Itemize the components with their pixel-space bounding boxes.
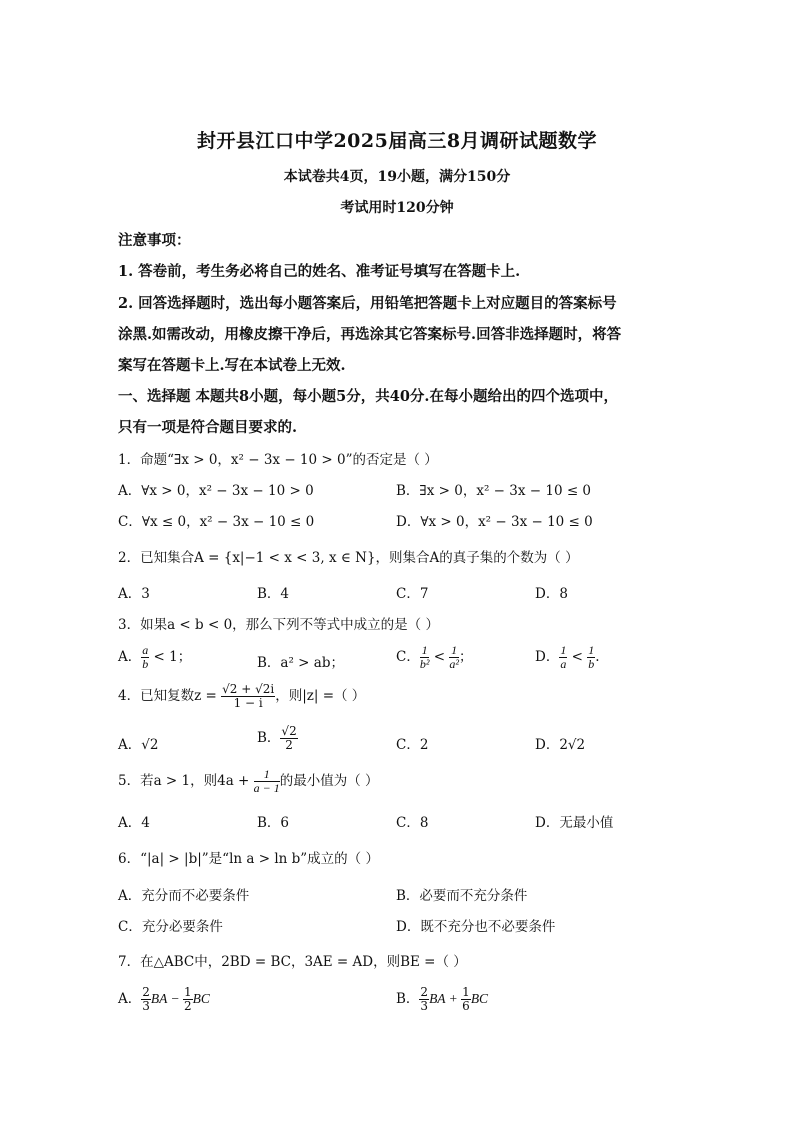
option-text: < (567, 649, 588, 665)
fraction-numerator: √2 + √2i (222, 682, 275, 696)
fraction-numerator: 1 (184, 985, 192, 999)
fraction-numerator: 1 (254, 768, 280, 782)
question-2-option-b: B．4 (257, 586, 290, 602)
option-text: < 1； (149, 649, 192, 665)
question-4-option-b (257, 725, 298, 752)
question-6-stem: 6．“|a| > |b|”是“ln a > ln b”成立的（ ） (118, 851, 379, 867)
question-1-option-c: C．∀x ≤ 0，x² − 3x − 10 ≤ 0 (118, 514, 315, 530)
question-4-option-d: D．2√2 (535, 737, 586, 753)
option-text: ； (458, 649, 473, 665)
notice-item-2-line-1: 2. 回答选择题时，选出每小题答案后，用铅笔把答题卡上对应题目的答案标号 (118, 295, 617, 312)
question-7-option-b (396, 986, 488, 1013)
question-4-option-c: C．2 (396, 737, 429, 753)
exam-info: 本试卷共4页，19小题，满分150分 (283, 169, 511, 185)
question-6-option-b: B．必要而不充分条件 (396, 888, 528, 904)
question-2-stem: 2．已知集合A = {x|−1 < x < 3, x ∈ N}，则集合A的真子集的个数为（ ） (118, 550, 579, 566)
fraction-numerator: 2 (142, 985, 150, 999)
fraction (254, 768, 280, 795)
stem-text: 4．已知复数z = (118, 688, 222, 704)
question-4-stem (118, 683, 365, 710)
option-text: . (595, 649, 600, 665)
question-3-option-a (118, 644, 191, 671)
page-title: 封开县江口中学2025届高三8月调研试题数学 (196, 130, 598, 152)
stem-text: 5．若a > 1，则4a + (118, 773, 254, 789)
fraction-numerator: a (142, 643, 149, 657)
fraction (183, 986, 193, 1013)
fraction-numerator: 1 (588, 643, 595, 657)
question-5-option-d: D．无最小值 (535, 815, 614, 831)
fraction (419, 986, 429, 1013)
section-instruction: 只有一项是符合题目要求的. (118, 419, 298, 436)
option-label: A． (118, 649, 142, 665)
vector-term: BC (470, 991, 489, 1006)
fraction-numerator: 1 (421, 643, 428, 657)
fraction-denominator: 2 (285, 738, 293, 752)
question-6-option-a: A．充分而不必要条件 (118, 888, 250, 904)
question-3-option-d (535, 644, 600, 671)
fraction (141, 986, 151, 1013)
option-label: C． (396, 649, 420, 665)
stem-text: ，则|z| =（ ） (275, 688, 366, 704)
fraction (280, 725, 297, 752)
question-7-stem: 7．在△ABC中，2BD = BC，3AE = AD，则BE =（ ） (118, 954, 467, 970)
notice-item-2-line-3: 案写在答题卡上.写在本试卷上无效. (118, 357, 346, 374)
question-7-option-a (118, 986, 210, 1013)
question-1-option-a: A．∀x > 0，x² − 3x − 10 > 0 (118, 483, 314, 499)
question-1-option-b: B．∃x > 0，x² − 3x − 10 ≤ 0 (396, 483, 592, 499)
option-label: A． (118, 991, 142, 1007)
option-label: B． (257, 730, 281, 746)
question-3-option-b: B．a² > ab； (257, 655, 344, 671)
vector-term: BA + (429, 991, 462, 1006)
stem-text: 的最小值为（ ） (279, 773, 379, 789)
fraction-denominator: 1 − i (233, 696, 263, 710)
fraction-numerator: 1 (462, 985, 470, 999)
option-label: D． (535, 649, 560, 665)
question-6-option-c: C．充分必要条件 (118, 919, 223, 935)
fraction (221, 683, 275, 710)
question-3-option-c (396, 644, 472, 671)
fraction-denominator: b (588, 657, 595, 671)
fraction-denominator: a² (449, 657, 459, 671)
fraction-denominator: 2 (184, 999, 192, 1013)
notice-item-2-line-2: 涂黑.如需改动，用橡皮擦干净后，再选涂其它答案标号.回答非选择题时，将答 (118, 326, 622, 343)
vector-term: BC (192, 991, 210, 1006)
fraction-numerator: 2 (420, 985, 429, 999)
fraction-denominator: 6 (462, 999, 470, 1013)
notice-item-1: 1. 答卷前，考生务必将自己的姓名、准考证号填写在答题卡上. (118, 263, 521, 280)
question-5-option-b: B．6 (257, 815, 290, 831)
fraction-numerator: 1 (560, 643, 567, 657)
fraction-denominator: 3 (142, 999, 150, 1013)
fraction-denominator: a − 1 (253, 781, 280, 795)
fraction (461, 986, 471, 1013)
option-text: < (429, 649, 450, 665)
fraction-denominator: b² (419, 657, 430, 671)
fraction-numerator: √2 (281, 724, 297, 738)
vector-term: BA − (150, 991, 183, 1006)
fraction (449, 644, 459, 671)
exam-duration: 考试用时120分钟 (340, 200, 454, 216)
section-heading: 一、选择题 本题共8小题，每小题5分，共40分.在每小题给出的四个选项中， (118, 388, 618, 405)
question-5-stem (118, 768, 379, 795)
question-2-option-d: D．8 (535, 586, 568, 602)
question-4-option-a: A．√2 (118, 737, 159, 753)
question-2-option-c: C．7 (396, 586, 429, 602)
fraction-denominator: b (142, 657, 149, 671)
question-6-option-d: D．既不充分也不必要条件 (396, 919, 556, 935)
fraction-numerator: 1 (451, 643, 458, 657)
question-5-option-c: C．8 (396, 815, 429, 831)
question-5-option-a: A．4 (118, 815, 150, 831)
option-label: B． (396, 991, 420, 1007)
question-1-stem: 1．命题“∃x > 0，x² − 3x − 10 > 0”的否定是（ ） (118, 452, 438, 468)
question-2-option-a: A．3 (118, 586, 150, 602)
fraction (420, 644, 430, 671)
question-3-stem: 3．如果a < b < 0，那么下列不等式中成立的是（ ） (118, 617, 439, 633)
notice-heading: 注意事项： (118, 232, 191, 249)
fraction-denominator: a (560, 657, 567, 671)
question-1-option-d: D．∀x > 0，x² − 3x − 10 ≤ 0 (396, 514, 593, 530)
fraction-denominator: 3 (420, 999, 429, 1013)
